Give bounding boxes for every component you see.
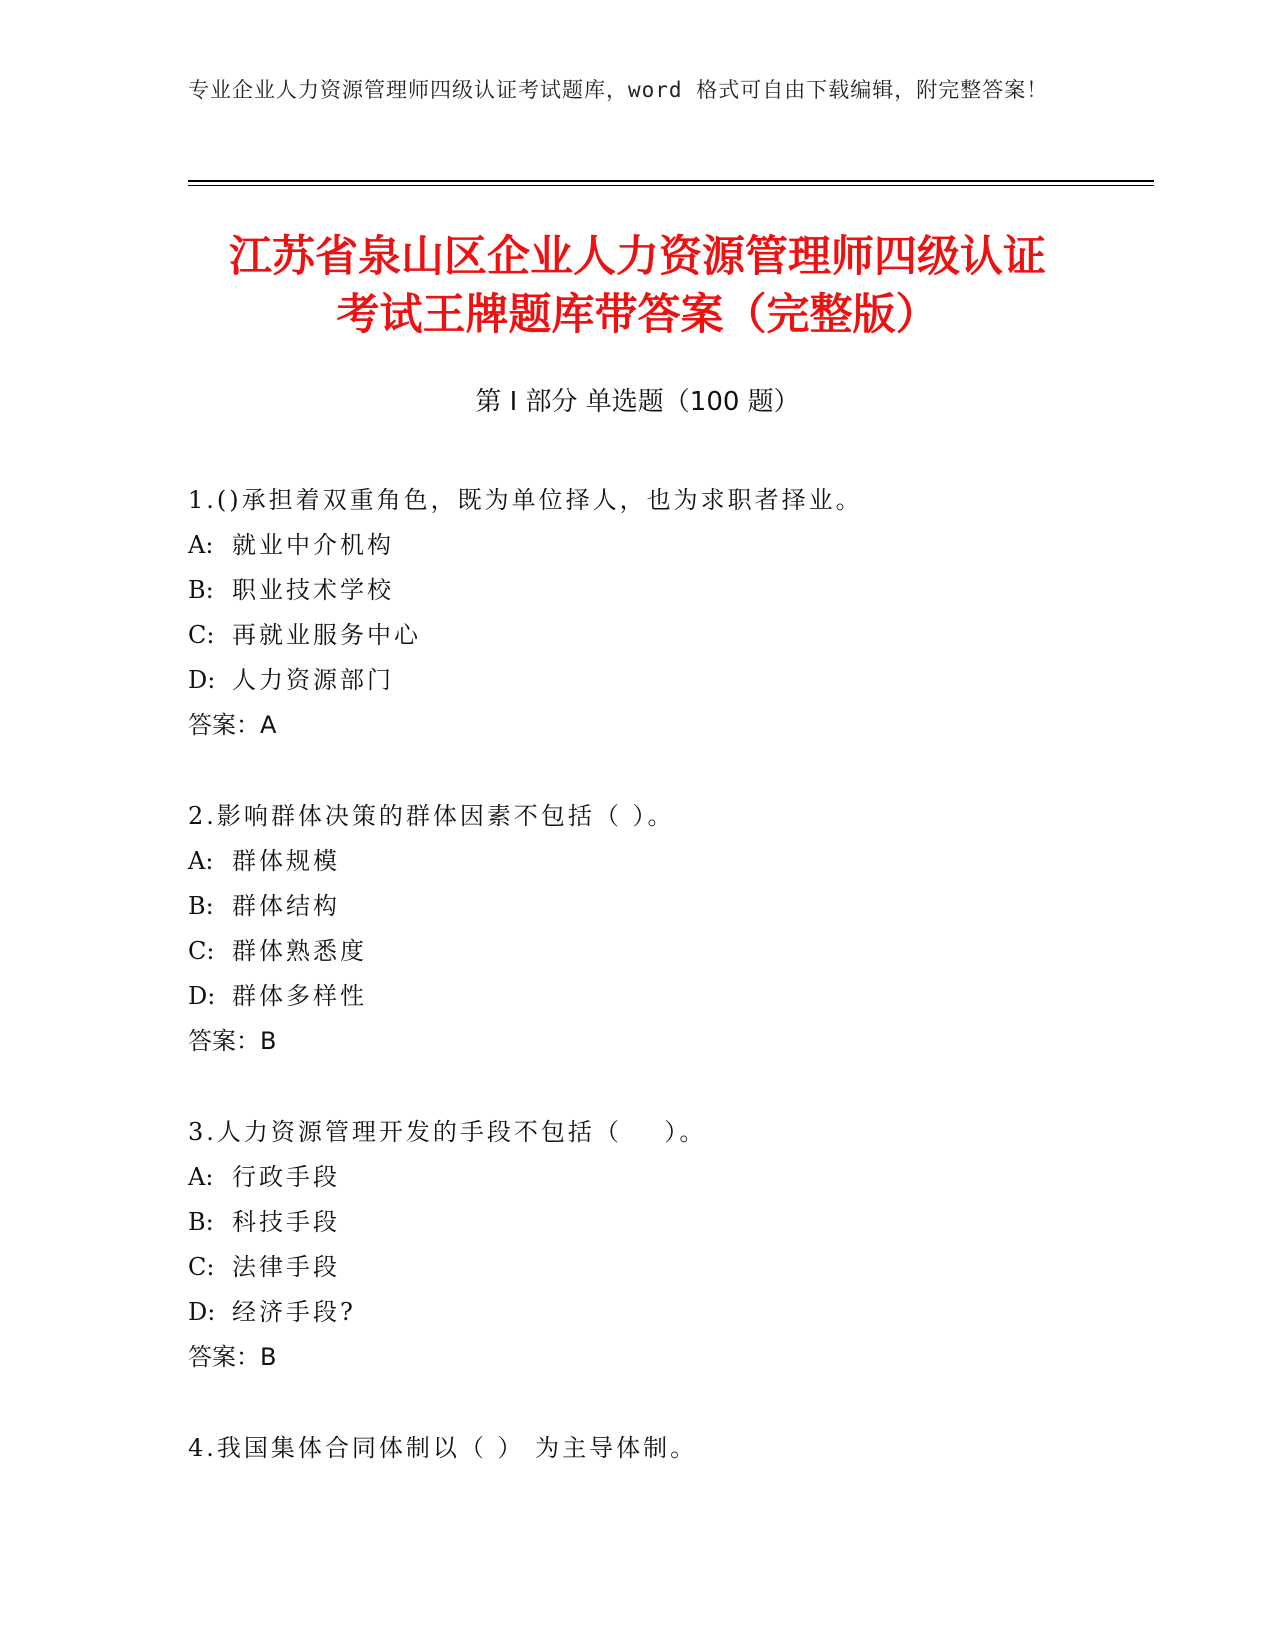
option-a (188, 1155, 1148, 1200)
document-title (150, 228, 1125, 344)
option-label: A: (188, 1163, 214, 1191)
option-label: B: (188, 1208, 214, 1236)
option-text: 科技手段 (232, 1208, 340, 1236)
option-text: 群体规模 (232, 847, 340, 875)
option-d (188, 658, 1148, 703)
option-text: 法律手段 (232, 1253, 340, 1281)
option-label: A: (188, 847, 214, 875)
header-note: 专业企业人力资源管理师四级认证考试题库，word 格式可自由下载编辑，附完整答案！ (188, 78, 1049, 102)
option-text: 就业中介机构 (232, 531, 394, 559)
option-c (188, 929, 1148, 974)
question-text: 3.人力资源管理开发的手段不包括（ ）。 (188, 1118, 707, 1146)
document-title-line-2: 考试王牌题库带答案（完整版） (336, 290, 939, 340)
option-text: 群体熟悉度 (232, 937, 367, 965)
option-b (188, 1200, 1148, 1245)
question-list (188, 478, 1148, 1517)
option-label: A: (188, 531, 214, 559)
option-text: 再就业服务中心 (232, 621, 421, 649)
option-label: D: (188, 1298, 216, 1326)
section-title: 第 I 部分 单选题（100 题） (475, 387, 800, 417)
question-2 (188, 794, 1148, 1064)
option-label: B: (188, 892, 214, 920)
option-label: D: (188, 666, 216, 694)
option-text: 经济手段? (232, 1298, 356, 1326)
option-text: 职业技术学校 (232, 576, 394, 604)
option-d (188, 974, 1148, 1019)
option-c (188, 1245, 1148, 1290)
option-label: B: (188, 576, 214, 604)
option-text: 行政手段 (232, 1163, 340, 1191)
option-a (188, 839, 1148, 884)
option-a (188, 523, 1148, 568)
question-text: 2.影响群体决策的群体因素不包括（ ）。 (188, 802, 675, 830)
option-label: C: (188, 1253, 215, 1281)
question-1 (188, 478, 1148, 748)
option-label: C: (188, 937, 215, 965)
option-d (188, 1290, 1148, 1335)
option-text: 群体多样性 (232, 982, 367, 1010)
option-b (188, 884, 1148, 929)
answer-text: 答案：B (188, 1027, 277, 1055)
question-4 (188, 1426, 1148, 1471)
header-divider-thin (188, 185, 1154, 186)
answer-text: 答案：B (188, 1343, 277, 1371)
option-b (188, 568, 1148, 613)
option-text: 人力资源部门 (232, 666, 394, 694)
option-label: D: (188, 982, 216, 1010)
option-label: C: (188, 621, 215, 649)
question-3 (188, 1110, 1148, 1380)
option-text: 群体结构 (232, 892, 340, 920)
document-title-line-1: 江苏省泉山区企业人力资源管理师四级认证 (229, 232, 1046, 282)
header-divider-thick (188, 180, 1154, 182)
option-c (188, 613, 1148, 658)
answer-text: 答案：A (188, 711, 277, 739)
question-text: 1.()承担着双重角色，既为单位择人，也为求职者择业。 (188, 486, 863, 514)
question-text: 4.我国集体合同体制以（ ） 为主导体制。 (188, 1434, 698, 1462)
